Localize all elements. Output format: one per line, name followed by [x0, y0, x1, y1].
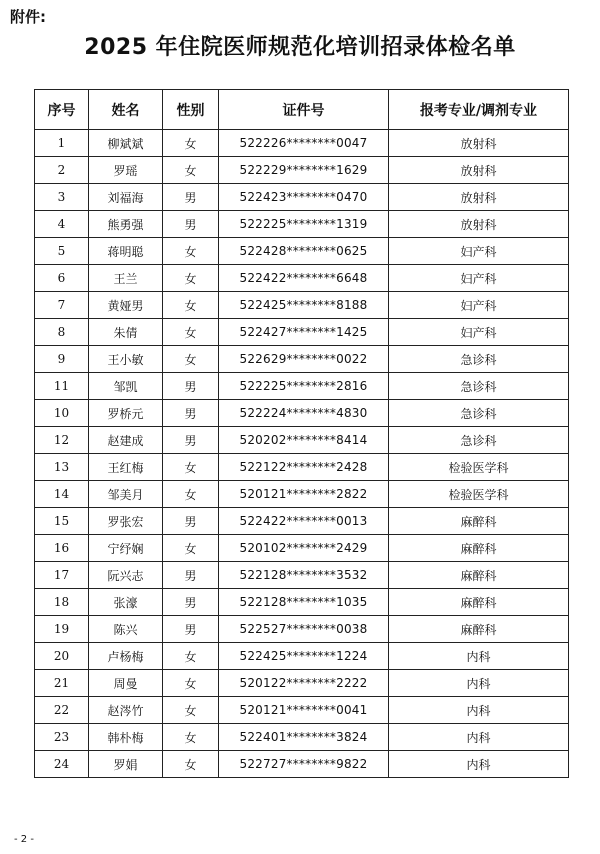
- cell-name: 罗桥元: [89, 400, 163, 427]
- cell-serial: 10: [35, 400, 89, 427]
- cell-id-number: 522122********2428: [219, 454, 389, 481]
- cell-gender: 男: [163, 427, 219, 454]
- cell-id-number: 520121********0041: [219, 697, 389, 724]
- cell-name: 柳斌斌: [89, 130, 163, 157]
- cell-gender: 男: [163, 184, 219, 211]
- cell-id-number: 522425********8188: [219, 292, 389, 319]
- cell-name: 张濠: [89, 589, 163, 616]
- cell-major: 麻醉科: [389, 508, 569, 535]
- table-row: [35, 454, 569, 481]
- cell-id-number: 522422********0013: [219, 508, 389, 535]
- cell-name: 韩朴梅: [89, 724, 163, 751]
- cell-serial: 13: [35, 454, 89, 481]
- cell-serial: 5: [35, 238, 89, 265]
- cell-gender: 男: [163, 508, 219, 535]
- header-serial: 序号: [35, 90, 89, 130]
- cell-major: 放射科: [389, 157, 569, 184]
- cell-name: 宁纾娴: [89, 535, 163, 562]
- cell-serial: 16: [35, 535, 89, 562]
- cell-serial: 8: [35, 319, 89, 346]
- cell-serial: 14: [35, 481, 89, 508]
- cell-id-number: 522224********4830: [219, 400, 389, 427]
- cell-major: 急诊科: [389, 373, 569, 400]
- table-row: [35, 292, 569, 319]
- table-row: [35, 643, 569, 670]
- cell-major: 麻醉科: [389, 589, 569, 616]
- cell-major: 妇产科: [389, 292, 569, 319]
- cell-name: 邹凯: [89, 373, 163, 400]
- cell-gender: 女: [163, 265, 219, 292]
- cell-major: 内科: [389, 643, 569, 670]
- cell-major: 急诊科: [389, 346, 569, 373]
- cell-gender: 男: [163, 562, 219, 589]
- cell-major: 内科: [389, 751, 569, 778]
- cell-id-number: 522128********1035: [219, 589, 389, 616]
- cell-major: 妇产科: [389, 265, 569, 292]
- cell-name: 阮兴志: [89, 562, 163, 589]
- table-row: [35, 319, 569, 346]
- table-row: [35, 265, 569, 292]
- cell-major: 检验医学科: [389, 454, 569, 481]
- header-name: 姓名: [89, 90, 163, 130]
- table-row: [35, 130, 569, 157]
- table-row: [35, 670, 569, 697]
- cell-id-number: 522427********1425: [219, 319, 389, 346]
- table-body: [35, 130, 569, 778]
- cell-major: 妇产科: [389, 319, 569, 346]
- cell-gender: 女: [163, 346, 219, 373]
- cell-major: 放射科: [389, 211, 569, 238]
- table-row: [35, 751, 569, 778]
- header-id-number: 证件号: [219, 90, 389, 130]
- cell-gender: 女: [163, 130, 219, 157]
- table-row: [35, 211, 569, 238]
- table-row: [35, 616, 569, 643]
- cell-serial: 24: [35, 751, 89, 778]
- cell-id-number: 522425********1224: [219, 643, 389, 670]
- cell-serial: 9: [35, 346, 89, 373]
- table-row: [35, 184, 569, 211]
- cell-major: 内科: [389, 697, 569, 724]
- table-row: [35, 481, 569, 508]
- cell-id-number: 522401********3824: [219, 724, 389, 751]
- cell-gender: 女: [163, 751, 219, 778]
- cell-name: 刘福海: [89, 184, 163, 211]
- cell-name: 赵建成: [89, 427, 163, 454]
- cell-major: 放射科: [389, 130, 569, 157]
- cell-serial: 6: [35, 265, 89, 292]
- cell-gender: 女: [163, 697, 219, 724]
- cell-major: 麻醉科: [389, 535, 569, 562]
- table-row: [35, 238, 569, 265]
- table-header-row: [35, 90, 569, 130]
- cell-id-number: 522128********3532: [219, 562, 389, 589]
- cell-gender: 女: [163, 643, 219, 670]
- table-row: [35, 508, 569, 535]
- cell-id-number: 520202********8414: [219, 427, 389, 454]
- cell-major: 检验医学科: [389, 481, 569, 508]
- cell-gender: 女: [163, 724, 219, 751]
- cell-id-number: 522527********0038: [219, 616, 389, 643]
- cell-gender: 男: [163, 373, 219, 400]
- cell-name: 罗娟: [89, 751, 163, 778]
- table-row: [35, 589, 569, 616]
- cell-serial: 4: [35, 211, 89, 238]
- cell-serial: 23: [35, 724, 89, 751]
- cell-major: 放射科: [389, 184, 569, 211]
- cell-name: 蒋明聪: [89, 238, 163, 265]
- cell-serial: 3: [35, 184, 89, 211]
- table-row: [35, 346, 569, 373]
- table-row: [35, 400, 569, 427]
- cell-serial: 15: [35, 508, 89, 535]
- cell-id-number: 522423********0470: [219, 184, 389, 211]
- cell-serial: 22: [35, 697, 89, 724]
- cell-gender: 男: [163, 400, 219, 427]
- cell-major: 麻醉科: [389, 616, 569, 643]
- cell-id-number: 520122********2222: [219, 670, 389, 697]
- cell-name: 赵涔竹: [89, 697, 163, 724]
- cell-name: 王红梅: [89, 454, 163, 481]
- cell-serial: 2: [35, 157, 89, 184]
- cell-serial: 17: [35, 562, 89, 589]
- cell-name: 王兰: [89, 265, 163, 292]
- cell-major: 急诊科: [389, 427, 569, 454]
- cell-id-number: 522727********9822: [219, 751, 389, 778]
- table-row: [35, 157, 569, 184]
- cell-serial: 18: [35, 589, 89, 616]
- header-major: 报考专业/调剂专业: [389, 90, 569, 130]
- table-row: [35, 562, 569, 589]
- cell-name: 邹美月: [89, 481, 163, 508]
- cell-gender: 女: [163, 319, 219, 346]
- cell-gender: 男: [163, 589, 219, 616]
- cell-gender: 女: [163, 454, 219, 481]
- cell-gender: 女: [163, 535, 219, 562]
- table-row: [35, 697, 569, 724]
- roster-table: [34, 89, 569, 778]
- cell-name: 罗瑶: [89, 157, 163, 184]
- table-row: [35, 373, 569, 400]
- cell-serial: 12: [35, 427, 89, 454]
- cell-name: 熊勇强: [89, 211, 163, 238]
- cell-id-number: 522229********1629: [219, 157, 389, 184]
- cell-name: 王小敏: [89, 346, 163, 373]
- cell-serial: 19: [35, 616, 89, 643]
- cell-id-number: 520102********2429: [219, 535, 389, 562]
- cell-gender: 男: [163, 211, 219, 238]
- cell-gender: 女: [163, 292, 219, 319]
- cell-gender: 女: [163, 670, 219, 697]
- cell-gender: 女: [163, 481, 219, 508]
- cell-serial: 21: [35, 670, 89, 697]
- cell-name: 朱倩: [89, 319, 163, 346]
- cell-id-number: 522629********0022: [219, 346, 389, 373]
- cell-name: 卢杨梅: [89, 643, 163, 670]
- table-row: [35, 535, 569, 562]
- document-title: 2025 年住院医师规范化培训招录体检名单: [84, 35, 516, 60]
- cell-major: 内科: [389, 724, 569, 751]
- cell-id-number: 522225********1319: [219, 211, 389, 238]
- cell-id-number: 522428********0625: [219, 238, 389, 265]
- cell-serial: 7: [35, 292, 89, 319]
- cell-id-number: 522422********6648: [219, 265, 389, 292]
- cell-major: 内科: [389, 670, 569, 697]
- header-gender: 性别: [163, 90, 219, 130]
- cell-gender: 女: [163, 157, 219, 184]
- table-row: [35, 427, 569, 454]
- cell-id-number: 520121********2822: [219, 481, 389, 508]
- cell-major: 妇产科: [389, 238, 569, 265]
- cell-major: 急诊科: [389, 400, 569, 427]
- cell-id-number: 522226********0047: [219, 130, 389, 157]
- cell-name: 陈兴: [89, 616, 163, 643]
- cell-serial: 20: [35, 643, 89, 670]
- page-number: - 2 -: [14, 834, 34, 845]
- attachment-label: 附件:: [10, 8, 46, 26]
- cell-gender: 女: [163, 238, 219, 265]
- cell-serial: 1: [35, 130, 89, 157]
- cell-name: 周曼: [89, 670, 163, 697]
- cell-serial: 11: [35, 373, 89, 400]
- table-row: [35, 724, 569, 751]
- cell-gender: 男: [163, 616, 219, 643]
- cell-name: 黄娅男: [89, 292, 163, 319]
- cell-major: 麻醉科: [389, 562, 569, 589]
- cell-name: 罗张宏: [89, 508, 163, 535]
- cell-id-number: 522225********2816: [219, 373, 389, 400]
